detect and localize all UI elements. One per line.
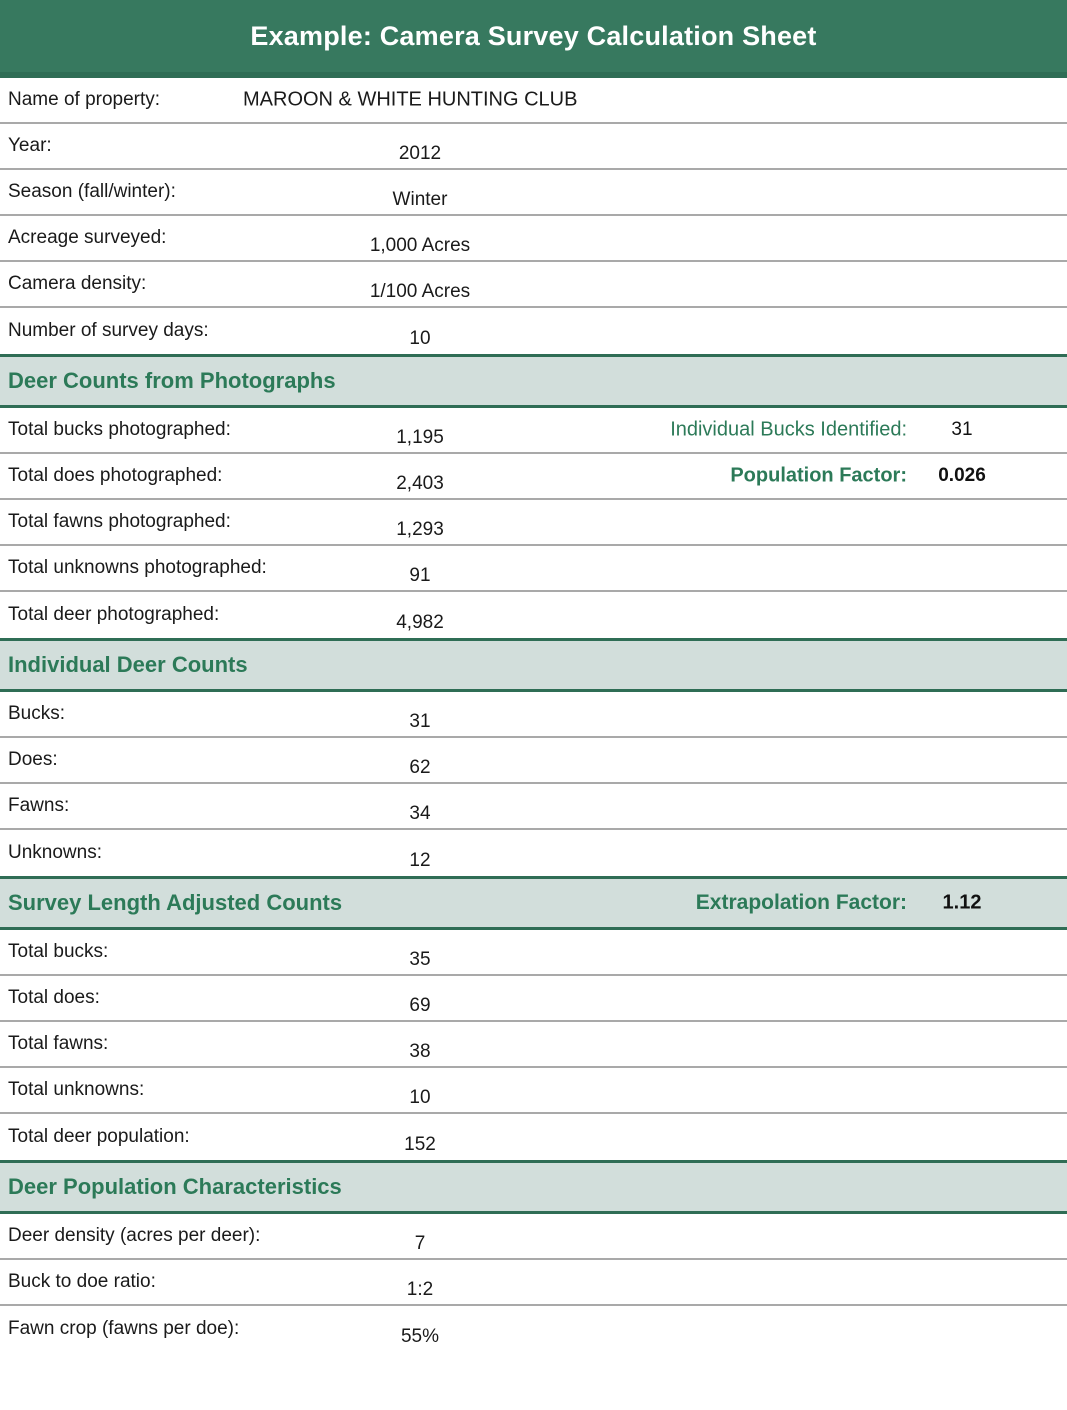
row-value: 1,195 (396, 427, 444, 449)
table-row (0, 262, 1067, 308)
section-title: Deer Counts from Photographs (8, 368, 336, 393)
row-label: Total deer photographed: (8, 604, 220, 625)
row-value: 1,293 (396, 519, 444, 541)
section-title: Survey Length Adjusted Counts (8, 890, 343, 915)
table-row (0, 408, 1067, 454)
row-label: Season (fall/winter): (8, 181, 176, 202)
table-row (0, 1306, 1067, 1352)
table-row (0, 738, 1067, 784)
row-value: 55% (400, 1326, 440, 1348)
row-value: MAROON & WHITE HUNTING CLUB (243, 88, 578, 111)
row-label: Does: (8, 749, 58, 770)
section-header-deer-counts-from-photographs (0, 354, 1067, 408)
row-value: 10 (409, 1087, 431, 1109)
row-value: 1,000 Acres (369, 235, 471, 257)
row-label: Deer density (acres per deer): (8, 1225, 261, 1246)
property-info-section (0, 78, 1067, 354)
table-row (0, 170, 1067, 216)
row-label: Total fawns photographed: (8, 511, 231, 532)
table-row (0, 454, 1067, 500)
table-row (0, 1214, 1067, 1260)
row-value: 38 (409, 1041, 431, 1063)
row-label: Total fawns: (8, 1033, 109, 1054)
row-label: Total does photographed: (8, 465, 223, 486)
sheet-title-bar (0, 0, 1067, 78)
row-label: Year: (8, 135, 52, 156)
table-row (0, 692, 1067, 738)
row-label: Buck to doe ratio: (8, 1271, 156, 1292)
row-label: Number of survey days: (8, 320, 209, 341)
row-label: Bucks: (8, 703, 66, 724)
row-label: Name of property: (8, 89, 161, 110)
row-value: 2012 (398, 143, 442, 165)
table-row (0, 500, 1067, 546)
individual-bucks-identified-value: 31 (951, 419, 973, 440)
population-factor-value: 0.026 (938, 465, 986, 486)
table-row (0, 830, 1067, 876)
row-value: Winter (392, 189, 448, 211)
row-label: Acreage surveyed: (8, 227, 167, 248)
row-label: Total unknowns: (8, 1079, 145, 1100)
table-row (0, 78, 1067, 124)
row-label: Total does: (8, 987, 100, 1008)
table-row (0, 1068, 1067, 1114)
row-value: 4,982 (396, 612, 444, 634)
row-label: Fawn crop (fawns per doe): (8, 1318, 240, 1339)
table-row (0, 1260, 1067, 1306)
row-label: Total unknowns photographed: (8, 557, 267, 578)
row-value: 62 (409, 757, 431, 779)
individual-deer-counts-section (0, 692, 1067, 876)
row-value: 31 (409, 711, 431, 733)
extrapolation-factor-label: Extrapolation Factor: (695, 891, 907, 914)
survey-length-adjusted-counts-section (0, 930, 1067, 1160)
table-row (0, 1114, 1067, 1160)
table-row (0, 592, 1067, 638)
table-row (0, 546, 1067, 592)
row-value: 7 (414, 1233, 426, 1255)
table-row (0, 216, 1067, 262)
row-label: Total bucks photographed: (8, 419, 231, 440)
row-value: 152 (404, 1134, 436, 1156)
row-value: 69 (409, 995, 431, 1017)
row-value: 1:2 (406, 1279, 434, 1301)
row-value: 91 (409, 565, 431, 587)
deer-counts-from-photographs-section (0, 408, 1067, 638)
section-header-deer-population-characteristics (0, 1160, 1067, 1214)
section-title: Deer Population Characteristics (8, 1174, 342, 1199)
row-value: 10 (409, 328, 431, 350)
row-value: 35 (409, 949, 431, 971)
deer-population-characteristics-section (0, 1214, 1067, 1352)
table-row (0, 1022, 1067, 1068)
table-row (0, 784, 1067, 830)
row-label: Unknowns: (8, 842, 102, 863)
section-header-survey-length-adjusted-counts (0, 876, 1067, 930)
table-row (0, 930, 1067, 976)
row-value: 2,403 (396, 473, 444, 495)
table-row (0, 308, 1067, 354)
population-factor-label: Population Factor: (730, 464, 907, 487)
section-title: Individual Deer Counts (8, 652, 248, 677)
row-value: 1/100 Acres (369, 281, 471, 303)
row-label: Total deer population: (8, 1126, 190, 1147)
row-label: Total bucks: (8, 941, 109, 962)
table-row (0, 976, 1067, 1022)
extrapolation-factor-value: 1.12 (942, 891, 982, 914)
row-label: Fawns: (8, 795, 70, 816)
individual-bucks-identified-label: Individual Bucks Identified: (670, 418, 907, 441)
page-title: Example: Camera Survey Calculation Sheet (250, 20, 817, 51)
row-value: 12 (409, 850, 431, 872)
row-value: 34 (409, 803, 431, 825)
section-header-individual-deer-counts (0, 638, 1067, 692)
row-label: Camera density: (8, 273, 147, 294)
table-row (0, 124, 1067, 170)
